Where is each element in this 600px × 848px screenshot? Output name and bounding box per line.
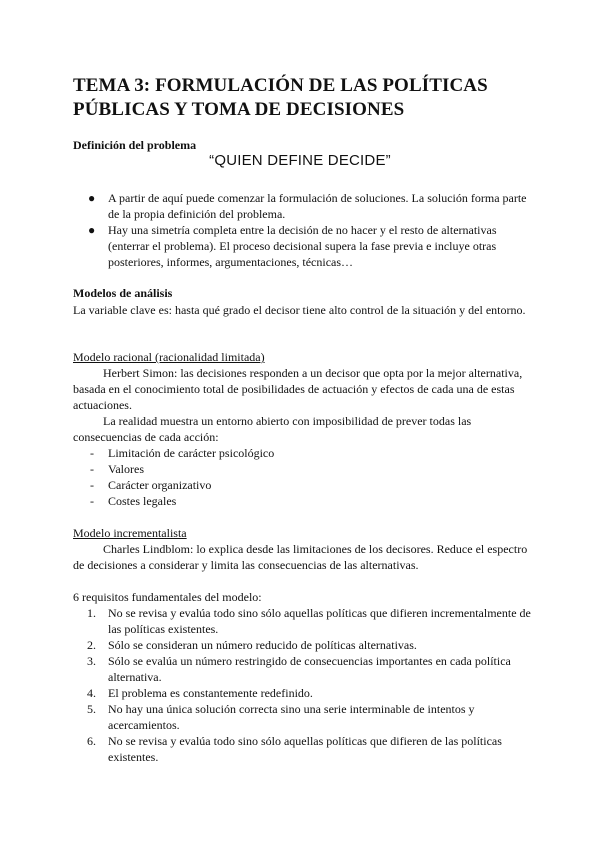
list-item-text: Valores [108, 462, 144, 476]
list-number: 4. [87, 686, 96, 700]
list-item [73, 190, 533, 222]
list-item-text: Costes legales [108, 494, 177, 508]
section-heading-modelos: Modelos de análisis [73, 286, 173, 300]
dash-marker: - [90, 494, 94, 508]
list-item-text: No hay una única solución correcta sino una serie interminable de intentos y acercamientos. [108, 702, 475, 732]
paragraph-text: Charles Lindblom: lo explica desde las limitaciones de los decisores. Reduce el espectro de decisiones a considerar y limita las consecuencias de las alternativas. [73, 542, 528, 572]
dash-marker: - [90, 446, 94, 460]
list-item [73, 685, 538, 701]
list-item [73, 493, 274, 509]
list-item [73, 461, 274, 477]
list-number: 6. [87, 734, 96, 748]
list-item-text: Sólo se evalúa un número restringido de consecuencias importantes en cada política alternativa. [108, 654, 511, 684]
section-heading-definicion: Definición del problema [73, 138, 197, 152]
modelos-intro-paragraph: La variable clave es: hasta qué grado el decisor tiene alto control de la situación y del entorno. [73, 303, 526, 317]
paragraph-realidad [73, 413, 538, 445]
requisitos-intro: 6 requisitos fundamentales del modelo: [73, 590, 262, 604]
definicion-bullet-list [73, 190, 533, 270]
bullet-marker: ● [88, 223, 96, 237]
bullet-text: A partir de aquí puede comenzar la formulación de soluciones. La solución forma parte de la propia definición del problema. [108, 191, 527, 221]
page-title: TEMA 3: FORMULACIÓN DE LAS POLÍTICAS PÚBLICAS Y TOMA DE DECISIONES [73, 75, 488, 120]
dash-marker: - [90, 462, 94, 476]
list-item [73, 701, 538, 733]
list-item-text: El problema es constantemente redefinido. [108, 686, 313, 700]
list-item [73, 222, 533, 270]
list-item [73, 653, 538, 685]
list-item-text: No se revisa y evalúa todo sino sólo aquellas políticas que difieren de las políticas existentes. [108, 734, 502, 764]
limits-dash-list [73, 445, 274, 509]
requisitos-numbered-list [73, 605, 538, 765]
list-number: 3. [87, 654, 96, 668]
bullet-marker: ● [88, 191, 96, 205]
bullet-text: Hay una simetría completa entre la decisión de no hacer y el resto de alternativas (enterrar el problema). El proceso decisional supera la fase previa e incluye otras posteriores, informes, argumentaciones, técnicas… [108, 223, 497, 269]
list-item [73, 605, 538, 637]
list-item-text: Carácter organizativo [108, 478, 212, 492]
paragraph-text: Herbert Simon: las decisiones responden a un decisor que opta por la mejor alternativa, basada en el conocimiento total de posibilidades de actuación y efectos de cada una de estas actuaciones. [73, 366, 523, 412]
paragraph-lindblom [73, 541, 538, 573]
list-item [73, 477, 274, 493]
paragraph-text: La realidad muestra un entorno abierto con imposibilidad de prever todas las consecuencias de cada acción: [73, 414, 472, 444]
subheading-modelo-racional: Modelo racional (racionalidad limitada) [73, 350, 265, 364]
list-item-text: Sólo se consideran un número reducido de políticas alternativas. [108, 638, 417, 652]
list-item [73, 445, 274, 461]
subheading-modelo-incrementalista: Modelo incrementalista [73, 526, 187, 540]
list-number: 1. [87, 606, 96, 620]
list-item-text: Limitación de carácter psicológico [108, 446, 275, 460]
list-item [73, 637, 538, 653]
dash-marker: - [90, 478, 94, 492]
paragraph-simon [73, 365, 538, 413]
list-item-text: No se revisa y evalúa todo sino sólo aquellas políticas que difieren incrementalmente de las políticas existentes. [108, 606, 531, 636]
quote-quien-define: “QUIEN DEFINE DECIDE” [209, 152, 391, 169]
list-number: 2. [87, 638, 96, 652]
list-number: 5. [87, 702, 96, 716]
list-item [73, 733, 538, 765]
